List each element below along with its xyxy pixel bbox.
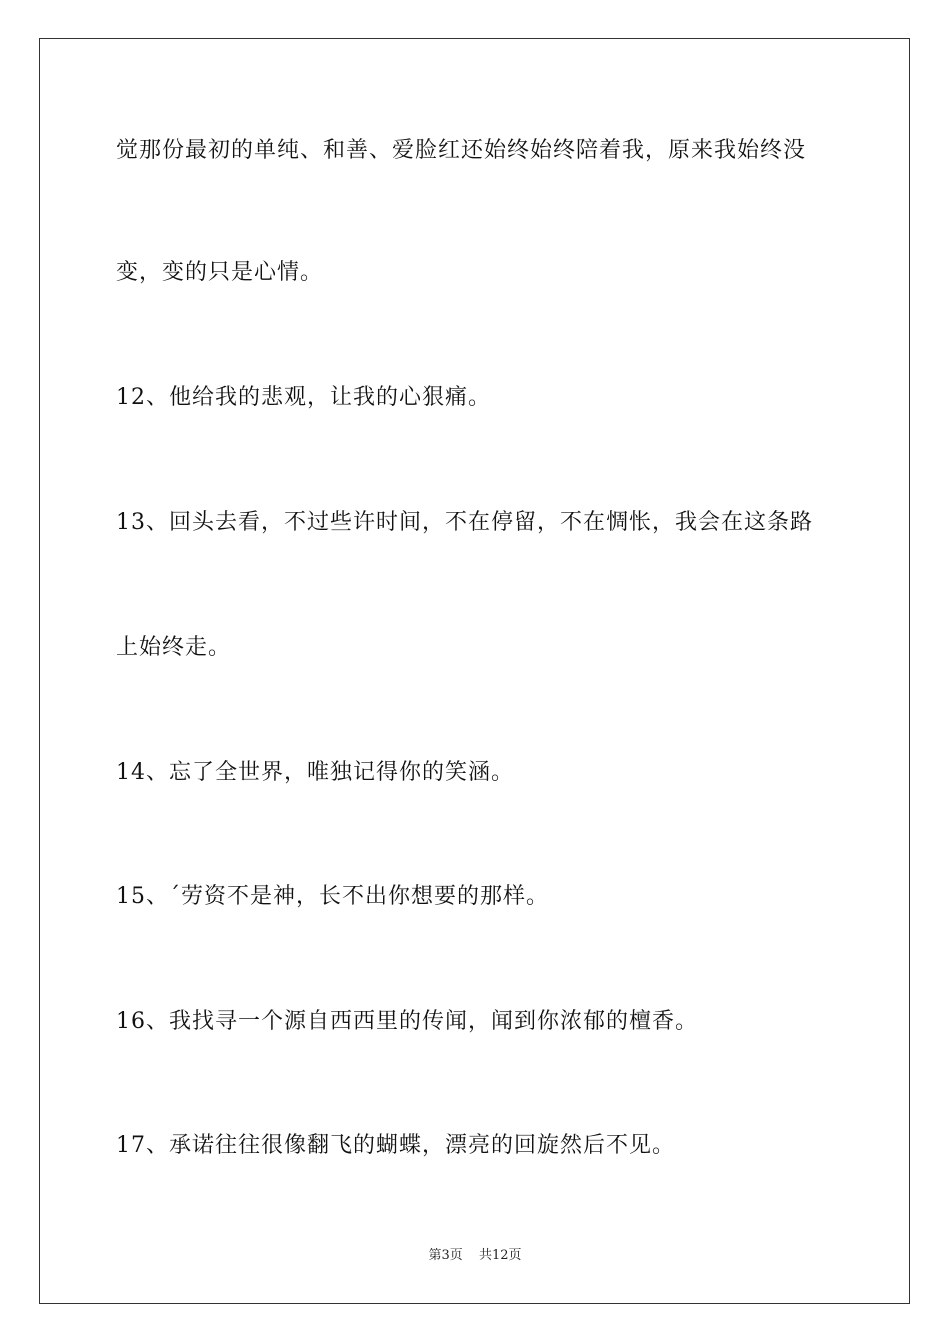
text-line: 15、ˊ劳资不是神，长不出你想要的那样。 <box>116 884 549 909</box>
page-total: 共12页 <box>478 1248 522 1263</box>
page-footer <box>0 1247 950 1265</box>
text-line: 12、他给我的悲观，让我的心狠痛。 <box>116 385 491 410</box>
text-line: 13、回头去看，不过些许时间，不在停留，不在惆怅，我会在这条路 <box>116 510 813 535</box>
text-line: 上始终走。 <box>116 635 232 660</box>
text-line: 14、忘了全世界，唯独记得你的笑涵。 <box>116 760 514 785</box>
text-line: 变，变的只是心情。 <box>116 260 324 285</box>
text-line: 17、承诺往往很像翻飞的蝴蝶，漂亮的回旋然后不见。 <box>116 1133 675 1158</box>
text-line: 觉那份最初的单纯、和善、爱脸红还始终始终陪着我，原来我始终没 <box>116 138 807 163</box>
page-number: 第3页 <box>428 1248 463 1263</box>
page-border <box>39 38 910 1304</box>
text-line: 16、我找寻一个源自西西里的传闻，闻到你浓郁的檀香。 <box>116 1009 698 1034</box>
